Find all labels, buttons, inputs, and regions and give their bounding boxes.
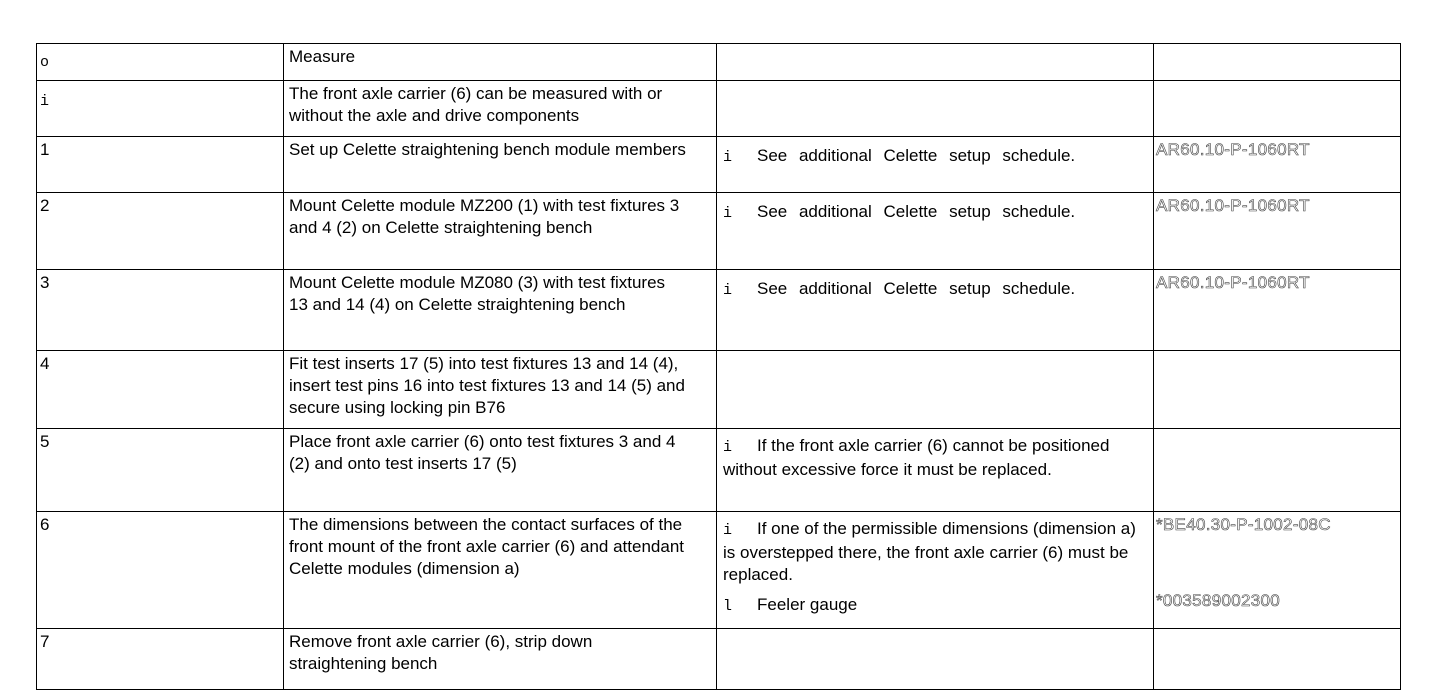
procedure-table — [36, 43, 1401, 690]
step-text: Mount Celette module MZ080 (3) with test fixtures 13 and 14 (4) on Celette straightening bench — [289, 273, 666, 314]
note-text: See additional Celette setup schedule. — [757, 146, 1076, 165]
table-row — [37, 629, 1401, 690]
note — [717, 270, 1153, 302]
table-row — [37, 81, 1401, 137]
document-reference: AR60.10-P-1060RT — [1156, 196, 1310, 215]
step-number: 7 — [40, 632, 50, 651]
info-marker: i — [723, 205, 733, 222]
tool-note — [717, 594, 1153, 618]
note-text: If one of the permissible dimensions (dimension a) is overstepped there, the front axle carrier (6) must be replaced. — [723, 519, 1136, 584]
table-row — [37, 137, 1401, 193]
info-marker: i — [723, 149, 733, 166]
step-marker: i — [40, 93, 50, 110]
tool-text: Feeler gauge — [757, 595, 858, 614]
step-text: Set up Celette straightening bench module members — [289, 140, 686, 159]
document-reference: AR60.10-P-1060RT — [1156, 273, 1310, 292]
empty-cell — [717, 44, 1154, 81]
note-text: If the front axle carrier (6) cannot be positioned without excessive force it must be replaced. — [723, 436, 1110, 479]
empty-cell — [1154, 81, 1401, 137]
step-number: 3 — [40, 273, 50, 292]
table-row — [37, 512, 1401, 629]
empty-cell — [1154, 44, 1401, 81]
note — [717, 193, 1153, 225]
step-marker: o — [40, 54, 50, 71]
note-text: See additional Celette setup schedule. — [757, 202, 1076, 221]
note-text: See additional Celette setup schedule. — [757, 279, 1076, 298]
info-marker: i — [723, 522, 733, 539]
tool-reference: *003589002300 — [1156, 591, 1280, 610]
step-number: 4 — [40, 354, 50, 373]
step-text: Fit test inserts 17 (5) into test fixtures 13 and 14 (4), insert test pins 16 into test fixtures 13 and 14 (5) and secure using locking pin B76 — [289, 354, 685, 417]
note — [717, 512, 1153, 586]
step-number: 6 — [40, 515, 50, 534]
step-text: Mount Celette module MZ200 (1) with test fixtures 3 and 4 (2) on Celette straightening bench — [289, 196, 680, 237]
step-text: Remove front axle carrier (6), strip down straightening bench — [289, 632, 593, 673]
empty-cell — [1154, 351, 1401, 429]
note — [717, 429, 1153, 481]
table-row — [37, 429, 1401, 512]
document-reference: *BE40.30-P-1002-08C — [1156, 515, 1331, 534]
empty-cell — [1154, 629, 1401, 690]
document-reference: AR60.10-P-1060RT — [1156, 140, 1310, 159]
empty-cell — [717, 81, 1154, 137]
note — [717, 137, 1153, 169]
step-number: 2 — [40, 196, 50, 215]
empty-cell — [717, 629, 1154, 690]
step-number: 1 — [40, 140, 50, 159]
table-row — [37, 270, 1401, 351]
table-row — [37, 44, 1401, 81]
step-text: The front axle carrier (6) can be measured with or without the axle and drive components — [289, 84, 663, 125]
info-marker: i — [723, 282, 733, 299]
step-text: Place front axle carrier (6) onto test fixtures 3 and 4 (2) and onto test inserts 17 (5) — [289, 432, 676, 473]
step-text: Measure — [289, 47, 356, 66]
tool-marker: l — [723, 598, 733, 615]
empty-cell — [1154, 429, 1401, 512]
empty-cell — [717, 351, 1154, 429]
step-text: The dimensions between the contact surfaces of the front mount of the front axle carrier (6) and attendant Celette modules (dimension a) — [289, 515, 684, 578]
info-marker: i — [723, 439, 733, 456]
step-number: 5 — [40, 432, 50, 451]
table-row — [37, 193, 1401, 270]
table-row — [37, 351, 1401, 429]
